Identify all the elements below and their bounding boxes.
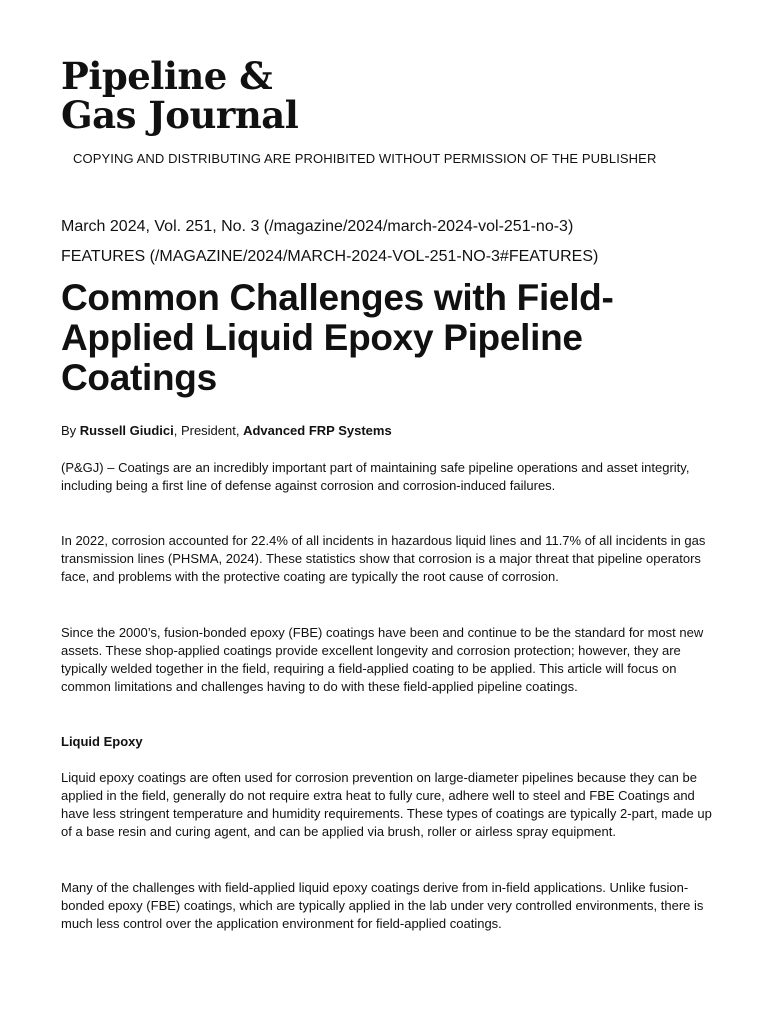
copyright-notice: COPYING AND DISTRIBUTING ARE PROHIBITED WITHOUT PERMISSION OF THE PUBLISHER — [73, 151, 657, 166]
logo-line-1: Pipeline & — [61, 54, 273, 98]
paragraph-challenges: Many of the challenges with field-applied liquid epoxy coatings derive from in-field applications. Unlike fusion-bonded epoxy (FBE) coatings, which are typically applied in the lab under very controlled environments, there is much less control over the application environment for field-applied coatings. — [61, 880, 704, 931]
paragraph-liquid-epoxy: Liquid epoxy coatings are often used for corrosion prevention on large-diameter pipelines because they can be applied in the field, generally do not require extra heat to fully cure, adhere well to steel and FBE Coatings and have less stringent temperature and humidity requirements. These types of coatings are typically 2-part, made up of a base resin and curing agent, and can be applied via brush, roller or airless spray equipment. — [61, 770, 712, 839]
article-title: Common Challenges with Field-Applied Liquid Epoxy Pipeline Coatings — [61, 277, 614, 398]
paragraph-intro: (P&GJ) – Coatings are an incredibly important part of maintaining safe pipeline operations and asset integrity, including being a first line of defense against corrosion and corrosion-induced failures. — [61, 460, 690, 493]
paragraph-statistics: In 2022, corrosion accounted for 22.4% of all incidents in hazardous liquid lines and 11.7% of all incidents in gas transmission lines (PHSMA, 2024). These statistics show that corrosion is a major threat that pipeline operators face, and problems with the protective coating are typically the root cause of corrosion. — [61, 533, 706, 584]
section-heading: Liquid Epoxy — [61, 734, 143, 749]
byline — [61, 423, 392, 438]
author-role: , President, — [173, 423, 244, 438]
byline-prefix: By — [61, 423, 80, 438]
section-link[interactable]: FEATURES (/MAGAZINE/2024/MARCH-2024-VOL-251-NO-3#FEATURES) — [61, 248, 599, 265]
paragraph-fbe: Since the 2000’s, fusion-bonded epoxy (FBE) coatings have been and continue to be the standard for most new assets. These shop-applied coatings provide excellent longevity and corrosion protection; however, they are typically welded together in the field, requiring a field-applied coating to be applied. This article will focus on common limitations and challenges having to do with these field-applied pipeline coatings. — [61, 625, 704, 694]
issue-link[interactable]: March 2024, Vol. 251, No. 3 (/magazine/2024/march-2024-vol-251-no-3) — [61, 218, 574, 235]
logo-line-2: Gas Journal — [61, 93, 299, 137]
publication-logo[interactable] — [61, 54, 299, 137]
author-company: Advanced FRP Systems — [243, 423, 392, 438]
author-name: Russell Giudici — [79, 423, 174, 438]
